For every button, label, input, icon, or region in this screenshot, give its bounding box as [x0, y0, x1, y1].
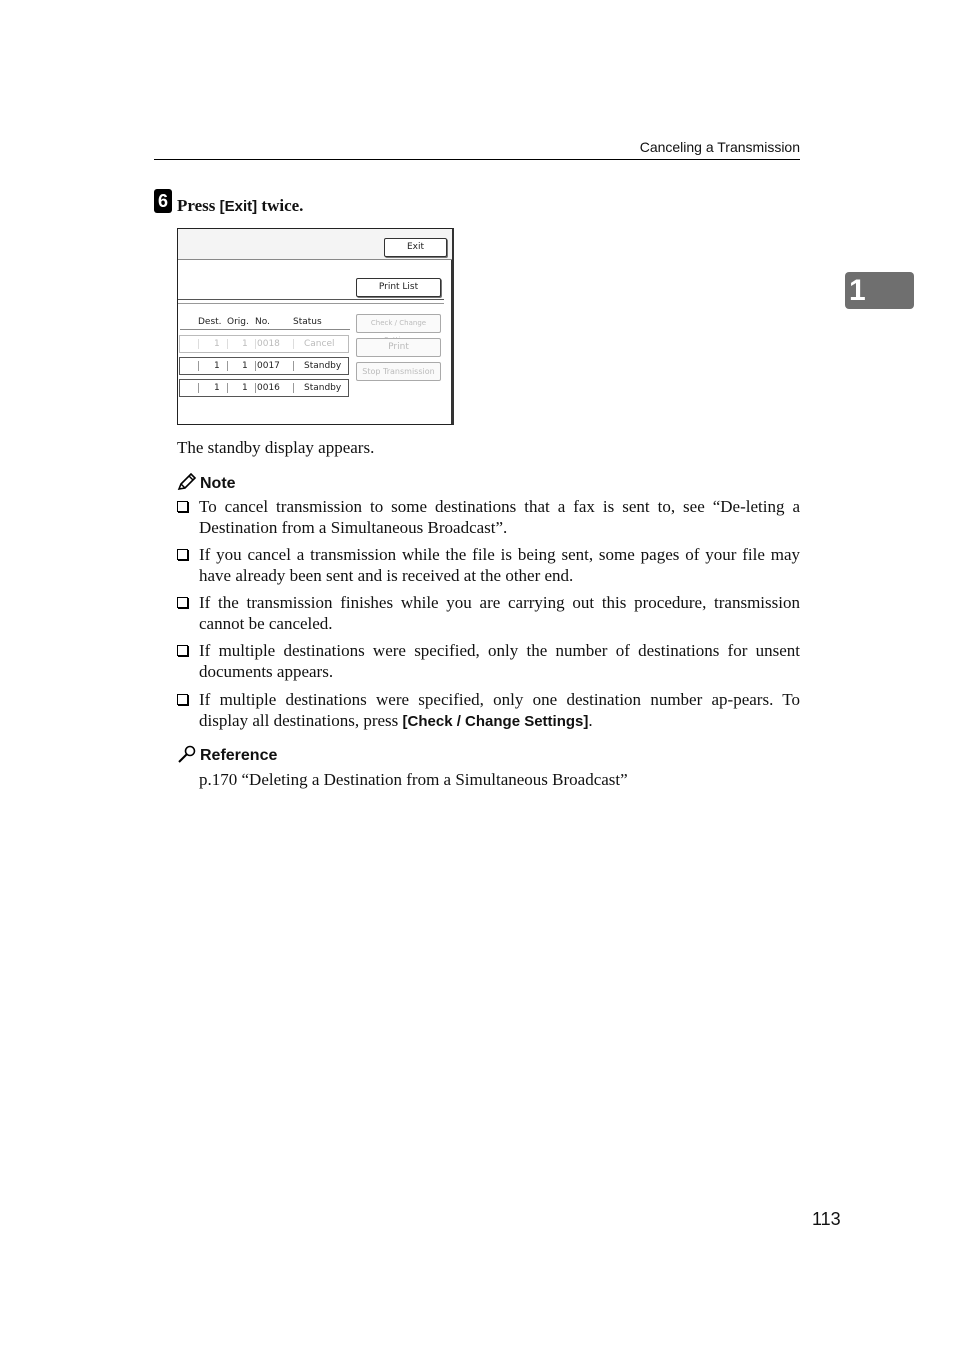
- checkbox-bullet-icon: [177, 501, 188, 512]
- row-status: Standby: [304, 361, 342, 371]
- row-dest: 1: [214, 383, 220, 393]
- note-item-text: If multiple destinations were specified, only the number of destinations for unsent documents appears.: [199, 641, 800, 681]
- col-no: No.: [255, 317, 270, 327]
- row-orig: 1: [242, 383, 248, 393]
- reference-heading-text: Reference: [200, 747, 278, 764]
- note-last-pre: If multiple destinations were specified, only one destination number ap-pears. To display all destinations, press: [199, 690, 800, 730]
- note-item: [177, 689, 800, 732]
- row-no: 0017: [257, 361, 280, 371]
- running-head: Canceling a Transmission: [154, 138, 800, 160]
- note-item-text: To cancel transmission to some destinations that a fax is sent to, see “De-leting a Destination from a Simultaneous Broadcast”.: [199, 497, 800, 537]
- print-button[interactable]: Print: [356, 338, 441, 357]
- row-orig: 1: [242, 361, 248, 371]
- col-orig: Orig.: [227, 317, 249, 327]
- exit-button[interactable]: Exit: [384, 238, 447, 257]
- note-heading-text: Note: [200, 475, 236, 492]
- panel-divider-lower: [178, 303, 444, 304]
- check-change-settings-key: [Check / Change Settings]: [402, 713, 589, 730]
- step-post: twice.: [257, 196, 304, 215]
- note-item: [177, 544, 800, 586]
- caption: The standby display appears.: [177, 438, 375, 457]
- note-item: [177, 640, 800, 682]
- row-dest: 1: [214, 339, 220, 349]
- magnifier-icon: [177, 745, 197, 763]
- row-no: 0016: [257, 383, 280, 393]
- note-item-text: If the transmission finishes while you are carrying out this procedure, transmission cannot be canceled.: [199, 593, 800, 633]
- step-pre: Press: [177, 196, 220, 215]
- header-underline: [180, 329, 350, 330]
- row-no: 0018: [257, 339, 280, 349]
- note-item: [177, 592, 800, 634]
- row-orig: 1: [242, 339, 248, 349]
- reference-text: p.170 “Deleting a Destination from a Simultaneous Broadcast”: [199, 770, 628, 789]
- note-item-text: [199, 689, 800, 732]
- col-status: Status: [293, 317, 322, 327]
- panel-divider: [178, 299, 444, 300]
- table-row[interactable]: [179, 335, 349, 353]
- table-row[interactable]: [179, 379, 349, 397]
- job-table-header: [198, 315, 348, 329]
- checkbox-bullet-icon: [177, 597, 188, 608]
- print-list-button[interactable]: Print List: [356, 278, 441, 297]
- step-instruction: [177, 196, 303, 217]
- row-status: Cancel: [304, 339, 335, 349]
- control-panel-screen: [177, 228, 454, 425]
- checkbox-bullet-icon: [177, 645, 188, 656]
- checkbox-bullet-icon: [177, 549, 188, 560]
- row-dest: 1: [214, 361, 220, 371]
- chapter-tab: 1: [845, 272, 914, 309]
- exit-key-label: [Exit]: [219, 198, 258, 215]
- row-status: Standby: [304, 383, 342, 393]
- step-number: 6: [154, 189, 172, 213]
- table-row[interactable]: [179, 357, 349, 375]
- stop-transmission-button[interactable]: Stop Transmission: [356, 362, 441, 381]
- note-last-post: .: [588, 711, 593, 730]
- reference-heading: [177, 745, 277, 766]
- note-heading: [177, 473, 236, 494]
- pencil-icon: [177, 473, 197, 491]
- checkbox-bullet-icon: [177, 694, 188, 705]
- page-number: 113: [812, 1209, 841, 1229]
- check-change-settings-button[interactable]: Check / Change: [356, 314, 441, 333]
- note-item: [177, 496, 800, 538]
- note-item-text: If you cancel a transmission while the file is being sent, some pages of your file may have already been sent and is received at the other end.: [199, 545, 800, 585]
- col-dest: Dest.: [198, 317, 222, 327]
